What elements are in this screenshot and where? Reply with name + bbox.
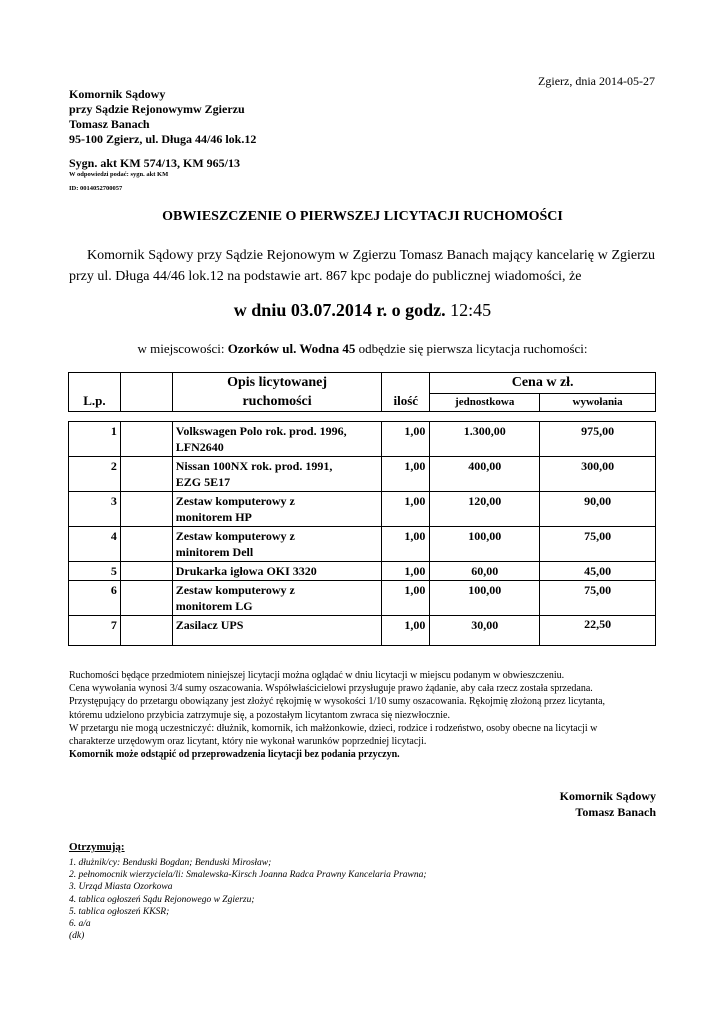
cell-quantity: 1,00 xyxy=(382,422,430,457)
header-blank xyxy=(120,373,172,412)
recipients-list xyxy=(69,857,427,942)
recipients-title: Otrzymują: xyxy=(69,841,125,853)
cell-lp: 3 xyxy=(69,492,121,527)
auction-time: 12:45 xyxy=(450,300,492,320)
cell-blank xyxy=(120,492,172,527)
table-row xyxy=(69,527,656,562)
cell-lp: 5 xyxy=(69,562,121,581)
cell-description xyxy=(172,457,382,492)
location-prefix: w miejscowości: xyxy=(137,341,225,356)
header-desc-line: Opis licytowanej xyxy=(227,375,328,390)
table-row xyxy=(69,422,656,457)
auction-datetime xyxy=(0,300,725,321)
cell-quantity: 1,00 xyxy=(382,562,430,581)
cell-lp: 6 xyxy=(69,581,121,616)
cell-start-price: 75,00 xyxy=(540,581,656,616)
desc-line: Zestaw komputerowy z xyxy=(175,529,295,543)
cell-description xyxy=(172,581,382,616)
cell-description xyxy=(172,492,382,527)
header-desc-line: ruchomości xyxy=(242,394,312,409)
note-line-bold: Komornik może odstąpić od przeprowadzenia licytacji bez podania przyczyn. xyxy=(69,749,400,761)
cell-blank xyxy=(120,562,172,581)
table-row xyxy=(69,492,656,527)
cell-start-price: 22,50 xyxy=(540,616,656,646)
cell-quantity: 1,00 xyxy=(382,616,430,646)
cell-start-price: 975,00 xyxy=(540,422,656,457)
header-start-price: wywołania xyxy=(540,393,656,411)
cell-unit-price: 30,00 xyxy=(430,616,540,646)
cell-unit-price: 1.300,00 xyxy=(430,422,540,457)
location-suffix: odbędzie się pierwsza licytacja ruchomości: xyxy=(358,341,588,356)
header-unit-price: jednostkowa xyxy=(430,393,540,411)
cell-lp: 7 xyxy=(69,616,121,646)
items-table-header xyxy=(68,372,656,412)
intro-paragraph xyxy=(69,245,655,287)
desc-line: Volkswagen Polo rok. prod. 1996, xyxy=(175,424,347,438)
cell-quantity: 1,00 xyxy=(382,492,430,527)
cell-unit-price: 120,00 xyxy=(430,492,540,527)
sender-line: Komornik Sądowy xyxy=(69,87,166,101)
cell-lp: 4 xyxy=(69,527,121,562)
cell-lp: 2 xyxy=(69,457,121,492)
desc-line: LFN2640 xyxy=(175,440,224,454)
cell-blank xyxy=(120,616,172,646)
note-line: któremu udzielono przybicia zatrzymuje się, a pozostałym licytantom zwraca się niezwłocznie. xyxy=(69,709,450,721)
note-line: Cena wywołania wynosi 3/4 sumy oszacowania. Współwłaścicielowi przysługuje prawo żądanie, aby cała rzecz została sprzedana. xyxy=(69,683,593,695)
sender-line: 95-100 Zgierz, ul. Długa 44/46 lok.12 xyxy=(69,132,257,146)
desc-line: Zasilacz UPS xyxy=(175,618,244,632)
cell-quantity: 1,00 xyxy=(382,581,430,616)
signature-block xyxy=(560,788,656,820)
auction-location xyxy=(0,341,725,357)
cell-unit-price: 100,00 xyxy=(430,527,540,562)
desc-line: Zestaw komputerowy z xyxy=(175,494,295,508)
cell-unit-price: 100,00 xyxy=(430,581,540,616)
items-table xyxy=(68,421,656,646)
desc-line: monitorem LG xyxy=(175,599,253,613)
document-id: ID: 0014052700057 xyxy=(69,185,123,192)
cell-description xyxy=(172,527,382,562)
sender-line: przy Sądzie Rejonowymw Zgierzu xyxy=(69,102,245,116)
table-row xyxy=(69,562,656,581)
auction-notes xyxy=(69,669,669,761)
desc-line: EZG 5E17 xyxy=(175,475,231,489)
location-place: Ozorków ul. Wodna 45 xyxy=(227,341,356,356)
intro-text: Komornik Sądowy przy Sądzie Rejonowym w Zgierzu Tomasz Banach mający kancelarię w Zgierzu przy ul. Długa 44/46 lok.12 na podstawie art. 867 kpc podaje do publicznej wiadomości, że xyxy=(69,248,655,284)
auction-date: w dniu 03.07.2014 r. o godz. xyxy=(233,300,446,320)
signature-line: Tomasz Banach xyxy=(575,805,656,819)
cell-blank xyxy=(120,527,172,562)
cell-blank xyxy=(120,422,172,457)
cell-description xyxy=(172,422,382,457)
header-description xyxy=(172,373,382,412)
recipient-item: 6. a/a xyxy=(69,919,91,930)
desc-line: Drukarka igłowa OKI 3320 xyxy=(175,564,317,578)
recipient-item: 3. Urząd Miasta Ozorkowa xyxy=(69,882,173,893)
table-row xyxy=(69,457,656,492)
cell-unit-price: 400,00 xyxy=(430,457,540,492)
table-row xyxy=(69,581,656,616)
sender-block xyxy=(69,87,256,147)
document-title: OBWIESZCZENIE O PIERWSZEJ LICYTACJI RUCHOMOŚCI xyxy=(162,209,563,224)
desc-line: minitorem Dell xyxy=(175,545,254,559)
recipient-item: 5. tablica ogłoszeń KKSR; xyxy=(69,906,170,917)
cell-quantity: 1,00 xyxy=(382,527,430,562)
note-line: Ruchomości będące przedmiotem niniejszej licytacji można oglądać w dniu licytacji w miejscu podanym w obwieszczeniu. xyxy=(69,670,565,681)
note-line: W przetargu nie mogą uczestniczyć: dłużnik, komornik, ich małżonkowie, dzieci, rodzice i rodzeństwo, osoby obecne na licytacji w xyxy=(69,722,598,734)
cell-start-price: 75,00 xyxy=(540,527,656,562)
note-line: Przystępujący do przetargu obowiązany jest złożyć rękojmię w wysokości 1/10 sumy oszacowania. Rękojmię złożoną przez licytanta, xyxy=(69,696,606,708)
cell-description xyxy=(172,616,382,646)
signature-line: Komornik Sądowy xyxy=(559,789,656,803)
sender-line: Tomasz Banach xyxy=(69,117,150,131)
cell-blank xyxy=(120,581,172,616)
cell-start-price: 45,00 xyxy=(540,562,656,581)
cell-lp: 1 xyxy=(69,422,121,457)
note-line: charakterze urzędowym oraz licytant, który nie wykonał warunków poprzedniej licytacji. xyxy=(69,736,427,748)
reply-note: W odpowiedzi podać: sygn. akt KM xyxy=(69,171,169,178)
header-quantity: ilość xyxy=(382,373,430,412)
cell-unit-price: 60,00 xyxy=(430,562,540,581)
recipient-item: (dk) xyxy=(69,931,85,942)
table-row xyxy=(69,616,656,646)
cell-start-price: 90,00 xyxy=(540,492,656,527)
recipient-item: 1. dłużnik/cy: Benduski Bogdan; Benduski Mirosław; xyxy=(69,858,272,868)
header-price: Cena w zł. xyxy=(430,373,656,394)
case-reference: Sygn. akt KM 574/13, KM 965/13 xyxy=(69,156,241,170)
cell-start-price: 300,00 xyxy=(540,457,656,492)
header-lp: L.p. xyxy=(69,373,121,412)
recipient-item: 2. pełnomocnik wierzyciela/li: Smalewska-Kirsch Joanna Radca Prawny Kancelaria Prawna; xyxy=(69,870,427,881)
desc-line: Zestaw komputerowy z xyxy=(175,583,295,597)
cell-quantity: 1,00 xyxy=(382,457,430,492)
desc-line: monitorem HP xyxy=(175,510,252,524)
cell-description xyxy=(172,562,382,581)
cell-blank xyxy=(120,457,172,492)
recipient-item: 4. tablica ogłoszeń Sądu Rejonowego w Zgierzu; xyxy=(69,894,255,905)
desc-line: Nissan 100NX rok. prod. 1991, xyxy=(175,459,333,473)
place-date: Zgierz, dnia 2014-05-27 xyxy=(538,74,655,88)
